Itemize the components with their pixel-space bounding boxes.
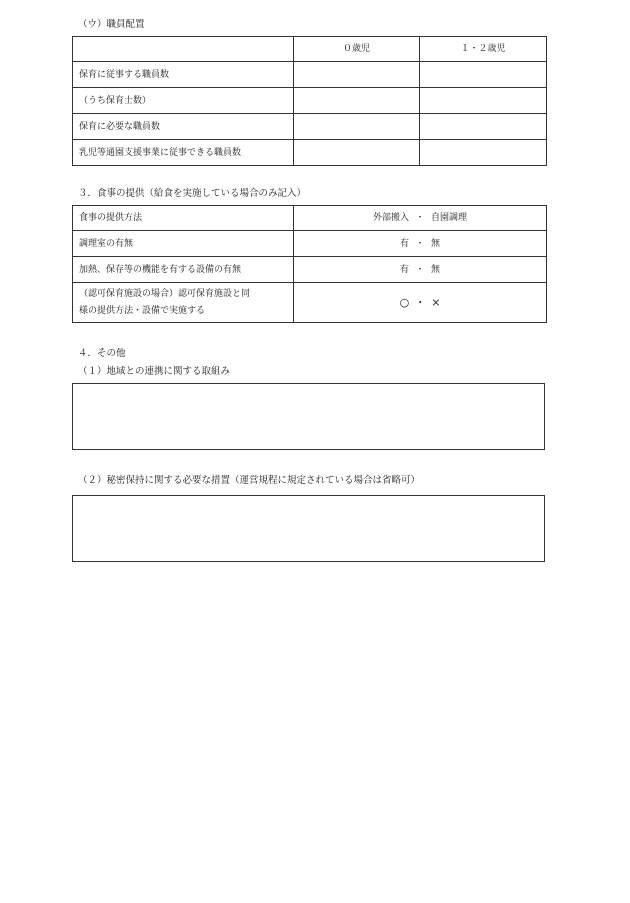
staff-age12-input[interactable]: [420, 114, 547, 140]
option-separator: ・: [414, 295, 426, 309]
meals-options[interactable]: [294, 206, 547, 231]
regional-cooperation-heading: （１）地域との連携に関する取組み: [78, 366, 231, 377]
option-b[interactable]: 無: [431, 238, 441, 249]
staff-age0-input[interactable]: [294, 62, 420, 88]
option-separator: ・: [415, 238, 425, 249]
staff-header-row: [73, 37, 547, 62]
meals-options[interactable]: [294, 231, 547, 257]
staff-row-label: 保育に必要な職員数: [73, 114, 294, 140]
staff-row: [73, 88, 547, 114]
staff-header-empty: [73, 37, 294, 62]
meals-row-label: 調理室の有無: [73, 231, 294, 257]
staff-heading: （ウ）職員配置: [78, 19, 145, 30]
regional-cooperation-textbox[interactable]: [72, 383, 545, 450]
option-b[interactable]: ×: [431, 295, 441, 309]
option-b[interactable]: 自園調理: [431, 213, 468, 223]
staff-age12-input[interactable]: [420, 140, 547, 166]
staff-row-label: 乳児等通園支援事業に従事できる職員数: [73, 140, 294, 166]
option-a[interactable]: 有: [399, 264, 409, 275]
staff-age0-input[interactable]: [294, 114, 420, 140]
label-line-1: （認可保育施設の場合）認可保育施設と同: [79, 288, 251, 299]
meals-row: [73, 231, 547, 257]
staff-age0-input[interactable]: [294, 140, 420, 166]
staff-age12-input[interactable]: [420, 88, 547, 114]
staff-row-label: 保育に従事する職員数: [73, 62, 294, 88]
option-b[interactable]: 無: [431, 264, 441, 275]
meals-row: [73, 257, 547, 283]
staff-row: [73, 114, 547, 140]
staff-header-age12: １・２歳児: [420, 37, 547, 62]
meals-row-label: [73, 283, 294, 323]
meals-heading: ３．食事の提供（給食を実施している場合のみ記入）: [78, 188, 307, 199]
staff-row: [73, 62, 547, 88]
option-a[interactable]: 有: [399, 238, 409, 249]
other-heading: ４．その他: [78, 348, 126, 359]
option-separator: ・: [415, 213, 425, 223]
option-separator: ・: [415, 264, 425, 275]
staff-age0-input[interactable]: [294, 88, 420, 114]
staff-row-label: （うち保育士数）: [73, 88, 294, 114]
confidentiality-heading: （２）秘密保持に関する必要な措置（運営規程に規定されている場合は省略可）: [78, 475, 421, 486]
staff-row: [73, 140, 547, 166]
option-a[interactable]: 外部搬入: [372, 213, 409, 223]
meals-row-label: 食事の提供方法: [73, 206, 294, 231]
meals-row: [73, 206, 547, 231]
meals-row: [73, 283, 547, 323]
meals-row-label: 加熱、保存等の機能を有する設備の有無: [73, 257, 294, 283]
meals-table: [72, 205, 547, 323]
option-a[interactable]: ○: [399, 295, 410, 309]
meals-options[interactable]: [294, 257, 547, 283]
meals-options[interactable]: [294, 283, 547, 323]
staff-age12-input[interactable]: [420, 62, 547, 88]
label-line-2: 様の提供方法・設備で実施する: [79, 305, 206, 316]
staff-header-age0: ０歳児: [294, 37, 420, 62]
confidentiality-textbox[interactable]: [72, 495, 545, 562]
staff-table: [72, 36, 547, 166]
